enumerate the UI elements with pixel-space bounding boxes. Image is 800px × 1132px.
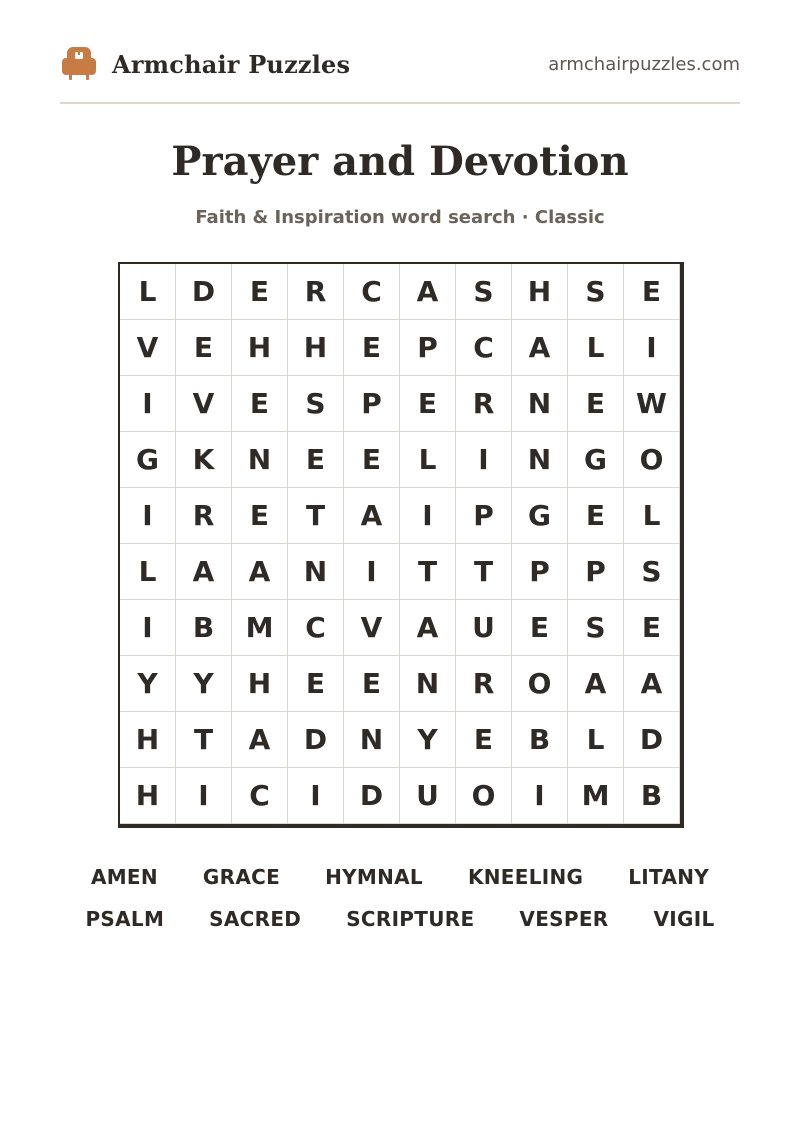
grid-cell[interactable]: S bbox=[568, 600, 624, 656]
grid-cell[interactable]: Y bbox=[176, 656, 232, 712]
grid-cell[interactable]: N bbox=[232, 432, 288, 488]
word-list-item: KNEELING bbox=[467, 865, 584, 889]
word-list-item: LITANY bbox=[628, 865, 710, 889]
word-list-item: SCRIPTURE bbox=[346, 907, 475, 931]
grid-cell[interactable]: D bbox=[344, 768, 400, 824]
grid-cell[interactable]: C bbox=[232, 768, 288, 824]
grid-cell[interactable]: E bbox=[624, 264, 680, 320]
grid-cell[interactable]: N bbox=[512, 376, 568, 432]
brand-name: Armchair Puzzles bbox=[112, 49, 351, 79]
grid-cell[interactable]: H bbox=[120, 712, 176, 768]
puzzle-title: Prayer and Devotion bbox=[171, 138, 629, 185]
grid-cell[interactable]: W bbox=[624, 376, 680, 432]
grid-cell[interactable]: E bbox=[288, 656, 344, 712]
grid-cell[interactable]: E bbox=[512, 600, 568, 656]
grid-cell[interactable]: I bbox=[512, 768, 568, 824]
grid-cell[interactable]: A bbox=[232, 712, 288, 768]
grid-cell[interactable]: R bbox=[288, 264, 344, 320]
grid-cell[interactable]: C bbox=[344, 264, 400, 320]
grid-cell[interactable]: H bbox=[120, 768, 176, 824]
grid-cell[interactable]: S bbox=[624, 544, 680, 600]
grid-cell[interactable]: M bbox=[232, 600, 288, 656]
grid-cell[interactable]: E bbox=[568, 376, 624, 432]
grid-cell[interactable]: E bbox=[568, 488, 624, 544]
word-list-item: VESPER bbox=[519, 907, 609, 931]
armchair-icon bbox=[60, 45, 98, 83]
grid-cell[interactable]: G bbox=[568, 432, 624, 488]
grid-cell[interactable]: E bbox=[456, 712, 512, 768]
grid-cell[interactable]: Y bbox=[400, 712, 456, 768]
grid-cell[interactable]: I bbox=[120, 600, 176, 656]
grid-cell[interactable]: H bbox=[232, 656, 288, 712]
grid-cell[interactable]: A bbox=[400, 600, 456, 656]
word-list-item: GRACE bbox=[202, 865, 281, 889]
grid-cell[interactable]: H bbox=[232, 320, 288, 376]
grid-cell[interactable]: P bbox=[456, 488, 512, 544]
grid-cell[interactable]: L bbox=[400, 432, 456, 488]
grid-cell[interactable]: A bbox=[400, 264, 456, 320]
grid-cell[interactable]: I bbox=[456, 432, 512, 488]
grid-cell[interactable]: L bbox=[624, 488, 680, 544]
grid-cell[interactable]: T bbox=[400, 544, 456, 600]
grid-cell[interactable]: E bbox=[344, 320, 400, 376]
grid-cell[interactable]: S bbox=[568, 264, 624, 320]
grid-cell[interactable]: I bbox=[624, 320, 680, 376]
grid-cell[interactable]: A bbox=[176, 544, 232, 600]
grid-cell[interactable]: A bbox=[624, 656, 680, 712]
grid-cell[interactable]: H bbox=[288, 320, 344, 376]
grid-cell[interactable]: N bbox=[512, 432, 568, 488]
grid-cell[interactable]: D bbox=[288, 712, 344, 768]
grid-cell[interactable]: E bbox=[400, 376, 456, 432]
grid-cell[interactable]: P bbox=[344, 376, 400, 432]
grid-cell[interactable]: I bbox=[288, 768, 344, 824]
word-list-item: AMEN bbox=[90, 865, 158, 889]
grid-cell[interactable]: E bbox=[232, 376, 288, 432]
brand[interactable] bbox=[60, 45, 350, 83]
grid-cell[interactable]: N bbox=[400, 656, 456, 712]
grid-cell[interactable]: H bbox=[512, 264, 568, 320]
grid-cell[interactable]: O bbox=[512, 656, 568, 712]
grid-cell[interactable]: U bbox=[400, 768, 456, 824]
grid-cell[interactable]: B bbox=[624, 768, 680, 824]
grid-cell[interactable]: E bbox=[232, 488, 288, 544]
grid-cell[interactable]: I bbox=[120, 376, 176, 432]
grid-cell[interactable]: B bbox=[176, 600, 232, 656]
grid-cell[interactable]: L bbox=[120, 264, 176, 320]
grid-cell[interactable]: P bbox=[512, 544, 568, 600]
grid-cell[interactable]: U bbox=[456, 600, 512, 656]
grid-cell[interactable]: Y bbox=[120, 656, 176, 712]
grid-cell[interactable]: I bbox=[120, 488, 176, 544]
grid-cell[interactable]: R bbox=[456, 376, 512, 432]
word-list-item: SACRED bbox=[209, 907, 302, 931]
word-list bbox=[0, 856, 800, 940]
grid-cell[interactable]: A bbox=[344, 488, 400, 544]
grid-cell[interactable]: T bbox=[288, 488, 344, 544]
grid-cell[interactable]: D bbox=[624, 712, 680, 768]
grid-cell[interactable]: T bbox=[176, 712, 232, 768]
grid-cell[interactable]: A bbox=[568, 656, 624, 712]
header-divider bbox=[60, 102, 740, 104]
grid-cell[interactable]: P bbox=[568, 544, 624, 600]
grid-cell[interactable]: V bbox=[120, 320, 176, 376]
word-list-item: PSALM bbox=[85, 907, 165, 931]
word-search-grid bbox=[118, 262, 684, 828]
grid-cell[interactable]: E bbox=[344, 656, 400, 712]
grid-cell[interactable]: V bbox=[176, 376, 232, 432]
grid-cell[interactable]: L bbox=[568, 320, 624, 376]
grid-cell[interactable]: O bbox=[624, 432, 680, 488]
word-list-row bbox=[0, 856, 800, 898]
word-list-row bbox=[0, 898, 800, 940]
grid-cell[interactable]: A bbox=[512, 320, 568, 376]
grid-cell[interactable]: V bbox=[344, 600, 400, 656]
site-url-link[interactable]: armchairpuzzles.com bbox=[548, 53, 740, 75]
grid-cell[interactable]: I bbox=[400, 488, 456, 544]
grid-cell[interactable]: P bbox=[400, 320, 456, 376]
grid-cell[interactable]: N bbox=[344, 712, 400, 768]
grid-cell[interactable]: S bbox=[288, 376, 344, 432]
grid-cell[interactable]: S bbox=[456, 264, 512, 320]
page-header bbox=[60, 44, 740, 84]
grid-cell[interactable]: L bbox=[120, 544, 176, 600]
grid-cell[interactable]: M bbox=[568, 768, 624, 824]
grid-cell[interactable]: K bbox=[176, 432, 232, 488]
grid-cell[interactable]: L bbox=[568, 712, 624, 768]
word-list-item: VIGIL bbox=[653, 907, 715, 931]
grid-cell[interactable]: E bbox=[232, 264, 288, 320]
grid-cell[interactable]: O bbox=[456, 768, 512, 824]
grid-cell[interactable]: E bbox=[344, 432, 400, 488]
grid-cell[interactable]: E bbox=[176, 320, 232, 376]
grid-cell[interactable]: T bbox=[456, 544, 512, 600]
grid-cell[interactable]: N bbox=[288, 544, 344, 600]
grid-cell[interactable]: D bbox=[176, 264, 232, 320]
word-list-item: HYMNAL bbox=[325, 865, 423, 889]
grid-cell[interactable]: I bbox=[176, 768, 232, 824]
grid-cell[interactable]: I bbox=[344, 544, 400, 600]
grid-cell[interactable]: G bbox=[120, 432, 176, 488]
grid-cell[interactable]: E bbox=[288, 432, 344, 488]
grid-cell[interactable]: R bbox=[176, 488, 232, 544]
grid-cell[interactable]: E bbox=[624, 600, 680, 656]
grid-cell[interactable]: B bbox=[512, 712, 568, 768]
grid-cell[interactable]: C bbox=[456, 320, 512, 376]
grid-cell[interactable]: C bbox=[288, 600, 344, 656]
puzzle-subtitle: Faith & Inspiration word search · Classic bbox=[195, 207, 605, 228]
grid-cell[interactable]: G bbox=[512, 488, 568, 544]
grid-cell[interactable]: R bbox=[456, 656, 512, 712]
grid-cell[interactable]: A bbox=[232, 544, 288, 600]
